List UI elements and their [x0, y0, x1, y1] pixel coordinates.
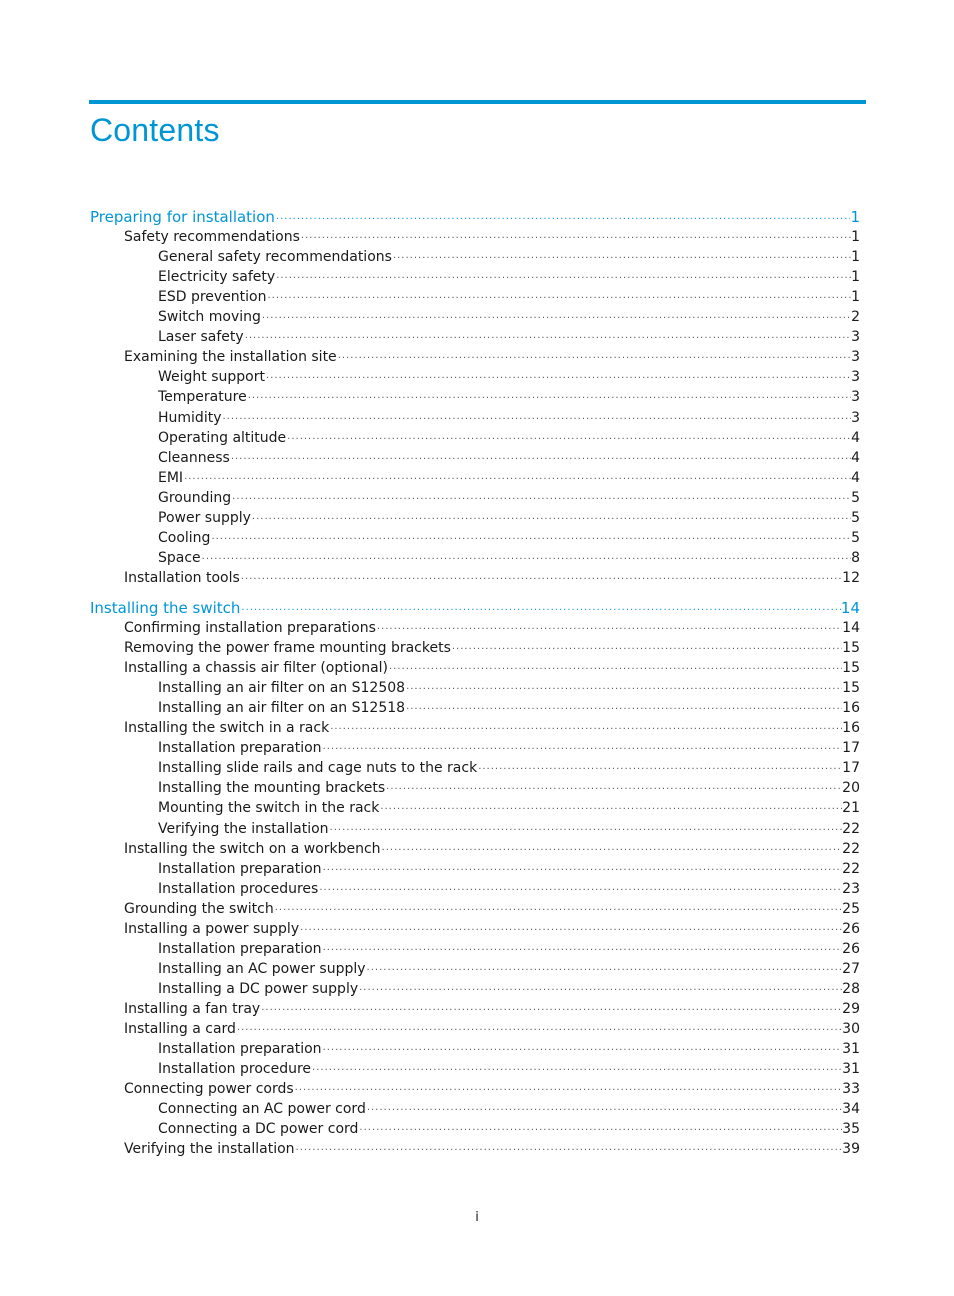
- toc-entry[interactable]: [90, 598, 860, 618]
- toc-entry[interactable]: [158, 959, 860, 979]
- toc-entry[interactable]: [158, 1119, 860, 1139]
- toc-entry-label: General safety recommendations: [158, 249, 392, 266]
- toc-entry-page: 14: [842, 620, 860, 636]
- toc-entry[interactable]: [124, 1139, 860, 1159]
- toc-dot-leader: [251, 510, 851, 530]
- toc-entry[interactable]: [158, 267, 860, 287]
- toc-entry[interactable]: [124, 227, 860, 247]
- toc-entry[interactable]: [90, 207, 860, 227]
- toc-entry-label: Installation tools: [124, 569, 240, 586]
- toc-entry-label: Preparing for installation: [90, 208, 275, 226]
- toc-entry[interactable]: [158, 508, 860, 528]
- toc-dot-leader: [221, 410, 851, 430]
- toc-entry[interactable]: [158, 287, 860, 307]
- toc-entry[interactable]: [158, 758, 860, 778]
- toc-entry-page: 2: [851, 309, 860, 326]
- toc-entry-label: Installation procedure: [158, 1061, 312, 1078]
- toc-entry-page: 4: [851, 429, 860, 446]
- toc-entry[interactable]: [158, 428, 860, 448]
- toc-dot-leader: [300, 229, 851, 249]
- toc-entry-page: 5: [851, 489, 860, 506]
- toc-entry[interactable]: [158, 307, 860, 327]
- toc-entry[interactable]: [124, 618, 860, 638]
- toc-dot-leader: [267, 289, 852, 309]
- toc-entry-page: 17: [842, 760, 860, 777]
- toc-dot-leader: [183, 470, 851, 490]
- toc-dot-leader: [381, 841, 843, 861]
- toc-entry-page: 23: [842, 880, 860, 897]
- toc-entry-page: 15: [842, 640, 860, 657]
- toc-entry[interactable]: [158, 387, 860, 407]
- toc-dot-leader: [299, 921, 842, 941]
- toc-entry-label: Verifying the installation: [124, 1141, 295, 1158]
- toc-entry-label: Connecting power cords: [124, 1081, 294, 1098]
- toc-entry[interactable]: [158, 859, 860, 879]
- toc-entry-page: 3: [851, 369, 860, 386]
- toc-entry-label: Grounding: [158, 489, 232, 506]
- toc-entry-page: 1: [850, 208, 860, 226]
- toc-entry-page: 16: [842, 700, 860, 717]
- toc-entry-page: 16: [842, 720, 860, 737]
- toc-entry-label: Confirming installation preparations: [124, 620, 376, 636]
- toc-entry-label: Installing an AC power supply: [158, 960, 366, 977]
- toc-dot-leader: [385, 780, 842, 800]
- toc-entry-label: Electricity safety: [158, 269, 276, 286]
- toc-entry[interactable]: [158, 548, 860, 568]
- toc-dot-leader: [322, 740, 843, 760]
- toc-dot-leader: [366, 961, 843, 981]
- toc-entry[interactable]: [124, 899, 860, 919]
- toc-entry-page: 39: [842, 1141, 860, 1158]
- toc-entry[interactable]: [158, 367, 860, 387]
- toc-entry[interactable]: [158, 939, 860, 959]
- toc-entry[interactable]: [158, 448, 860, 468]
- toc-entry-page: 25: [842, 900, 860, 917]
- toc-entry-page: 22: [842, 820, 860, 837]
- toc-dot-leader: [286, 430, 851, 450]
- toc-dot-leader: [260, 1001, 842, 1021]
- toc-entry-page: 26: [842, 940, 860, 957]
- toc-entry[interactable]: [158, 879, 860, 899]
- toc-dot-leader: [236, 1021, 842, 1041]
- toc-dot-leader: [405, 700, 842, 720]
- toc-dot-leader: [261, 309, 851, 329]
- toc-entry-label: Installation preparation: [158, 860, 322, 877]
- toc-dot-leader: [358, 1121, 842, 1141]
- toc-entry-label: Installing the switch in a rack: [124, 720, 330, 737]
- page-number: i: [475, 1210, 479, 1225]
- toc-entry-page: 28: [842, 980, 860, 997]
- toc-entry[interactable]: [158, 488, 860, 508]
- toc-entry-label: Installing slide rails and cage nuts to the rack: [158, 760, 478, 777]
- toc-entry-label: Installing the mounting brackets: [158, 780, 386, 797]
- toc-entry-page: 12: [842, 569, 860, 586]
- toc-entry-label: Operating altitude: [158, 429, 287, 446]
- toc-entry[interactable]: [124, 658, 860, 678]
- toc-entry-label: Installing a fan tray: [124, 1000, 261, 1017]
- toc-dot-leader: [201, 550, 851, 570]
- toc-entry-label: Installing an air filter on an S12518: [158, 700, 406, 717]
- toc-entry-label: Installing a DC power supply: [158, 980, 359, 997]
- toc-dot-leader: [294, 1081, 843, 1101]
- toc-entry-page: 22: [842, 840, 860, 857]
- toc-entry-page: 27: [842, 960, 860, 977]
- toc-entry-page: 4: [851, 449, 860, 466]
- toc-entry-page: 3: [851, 389, 860, 406]
- toc-entry-page: 31: [842, 1061, 860, 1078]
- toc-entry-page: 5: [851, 529, 860, 546]
- toc-entry-label: Installation procedures: [158, 880, 319, 897]
- toc-entry[interactable]: [158, 778, 860, 798]
- toc-dot-leader: [247, 389, 851, 409]
- toc-entry-label: Mounting the switch in the rack: [158, 800, 380, 817]
- toc-entry[interactable]: [158, 408, 860, 428]
- toc-entry[interactable]: [158, 1039, 860, 1059]
- toc-dot-leader: [230, 450, 851, 470]
- toc-entry-label: Safety recommendations: [124, 229, 300, 246]
- toc-entry-page: 15: [842, 680, 860, 697]
- toc-entry-page: 1: [851, 249, 860, 266]
- toc-dot-leader: [240, 570, 842, 590]
- toc-entry-label: Installation preparation: [158, 740, 322, 757]
- toc-entry-page: 8: [851, 549, 860, 566]
- toc-entry[interactable]: [158, 468, 860, 488]
- toc-entry-page: 15: [842, 660, 860, 677]
- toc-entry-label: Switch moving: [158, 309, 261, 326]
- toc-entry-page: 29: [842, 1000, 860, 1017]
- toc-entry[interactable]: [158, 1099, 860, 1119]
- toc-dot-leader: [210, 530, 851, 550]
- toc-entry-page: 3: [851, 329, 860, 346]
- toc-entry-label: Removing the power frame mounting brackets: [124, 640, 451, 657]
- toc-entry[interactable]: [158, 819, 860, 839]
- toc-entry-page: 33: [842, 1081, 860, 1098]
- toc-entry-label: ESD prevention: [158, 289, 267, 306]
- toc-dot-leader: [322, 1041, 843, 1061]
- toc-dot-leader: [358, 981, 842, 1001]
- toc-dot-leader: [337, 349, 851, 369]
- toc-entry-page: 26: [842, 920, 860, 937]
- toc-dot-leader: [322, 941, 843, 961]
- toc-entry-label: EMI: [158, 469, 184, 486]
- toc-entry-label: Installing a chassis air filter (optional): [124, 660, 388, 677]
- toc-dot-leader: [388, 660, 842, 680]
- toc-entry[interactable]: [124, 638, 860, 658]
- toc-entry-label: Laser safety: [158, 329, 244, 346]
- toc-entry[interactable]: [158, 247, 860, 267]
- toc-entry-page: 4: [851, 469, 860, 486]
- toc-dot-leader: [244, 329, 851, 349]
- toc-dot-leader: [376, 620, 842, 640]
- toc-entry[interactable]: [124, 999, 860, 1019]
- toc-entry-label: Verifying the installation: [158, 820, 329, 837]
- toc-entry[interactable]: [124, 568, 860, 588]
- toc-dot-leader: [318, 881, 842, 901]
- toc-entry-page: 22: [842, 860, 860, 877]
- toc-entry-page: 3: [851, 349, 860, 366]
- toc-entry-page: 1: [851, 229, 860, 246]
- toc-dot-leader: [275, 269, 851, 289]
- toc-dot-leader: [379, 800, 842, 820]
- toc-dot-leader: [366, 1101, 842, 1121]
- toc-entry-page: 20: [842, 780, 860, 797]
- toc-entry-label: Connecting an AC power cord: [158, 1101, 366, 1118]
- toc-entry-label: Installing the switch on a workbench: [124, 840, 381, 857]
- toc-entry-page: 1: [851, 289, 860, 306]
- toc-dot-leader: [322, 861, 843, 881]
- toc-entry-label: Weight support: [158, 369, 265, 386]
- toc-entry-page: 3: [851, 409, 860, 426]
- toc-entry-label: Examining the installation site: [124, 349, 337, 366]
- toc-dot-leader: [477, 760, 842, 780]
- toc-entry-page: 21: [842, 800, 860, 817]
- toc-dot-leader: [295, 1141, 843, 1161]
- toc-entry[interactable]: [124, 1019, 860, 1039]
- toc-entry[interactable]: [124, 1079, 860, 1099]
- toc-entry[interactable]: [158, 1059, 860, 1079]
- toc-entry[interactable]: [124, 347, 860, 367]
- toc-dot-leader: [329, 821, 843, 841]
- toc-entry-label: Cleanness: [158, 449, 230, 466]
- toc-entry-label: Humidity: [158, 409, 222, 426]
- toc-entry[interactable]: [158, 528, 860, 548]
- toc-entry[interactable]: [158, 798, 860, 818]
- top-rule: [89, 100, 866, 104]
- toc-entry-page: 5: [851, 509, 860, 526]
- toc-entry-page: 35: [842, 1121, 860, 1138]
- toc-dot-leader: [405, 680, 842, 700]
- toc-entry-label: Installing a card: [124, 1021, 236, 1037]
- toc-dot-leader: [451, 640, 842, 660]
- toc-entry[interactable]: [124, 718, 860, 738]
- toc-entry-label: Cooling: [158, 529, 211, 546]
- toc-entry[interactable]: [158, 327, 860, 347]
- toc-entry-page: 30: [842, 1021, 860, 1037]
- toc-entry[interactable]: [124, 839, 860, 859]
- toc-entry-label: Installing an air filter on an S12508: [158, 680, 406, 697]
- toc-entry[interactable]: [158, 698, 860, 718]
- toc-entry-label: Installation preparation: [158, 1041, 322, 1058]
- toc-dot-leader: [392, 249, 851, 269]
- toc-entry[interactable]: [158, 678, 860, 698]
- toc-entry-page: 17: [842, 740, 860, 757]
- toc-dot-leader: [231, 490, 851, 510]
- toc-entry-page: 1: [851, 269, 860, 286]
- toc-entry-label: Grounding the switch: [124, 900, 274, 917]
- toc-entry[interactable]: [158, 738, 860, 758]
- toc-entry-label: Space: [158, 549, 201, 566]
- toc-dot-leader: [311, 1061, 842, 1081]
- toc-entry-label: Connecting a DC power cord: [158, 1121, 359, 1138]
- toc-dot-leader: [329, 720, 842, 740]
- toc-entry-page: 34: [842, 1101, 860, 1118]
- toc-dot-leader: [265, 369, 851, 389]
- page-title: Contents: [90, 112, 220, 148]
- toc-dot-leader: [274, 901, 842, 921]
- toc-entry[interactable]: [124, 919, 860, 939]
- toc-entry-page: 14: [840, 598, 860, 617]
- toc-entry-label: Power supply: [158, 509, 251, 526]
- toc-entry-label: Installing a power supply: [124, 920, 300, 937]
- toc-entry-label: Installing the switch: [90, 598, 241, 617]
- toc-entry-page: 31: [842, 1041, 860, 1058]
- toc-entry-label: Installation preparation: [158, 940, 322, 957]
- toc-entry[interactable]: [158, 979, 860, 999]
- toc-entry-label: Temperature: [158, 389, 247, 406]
